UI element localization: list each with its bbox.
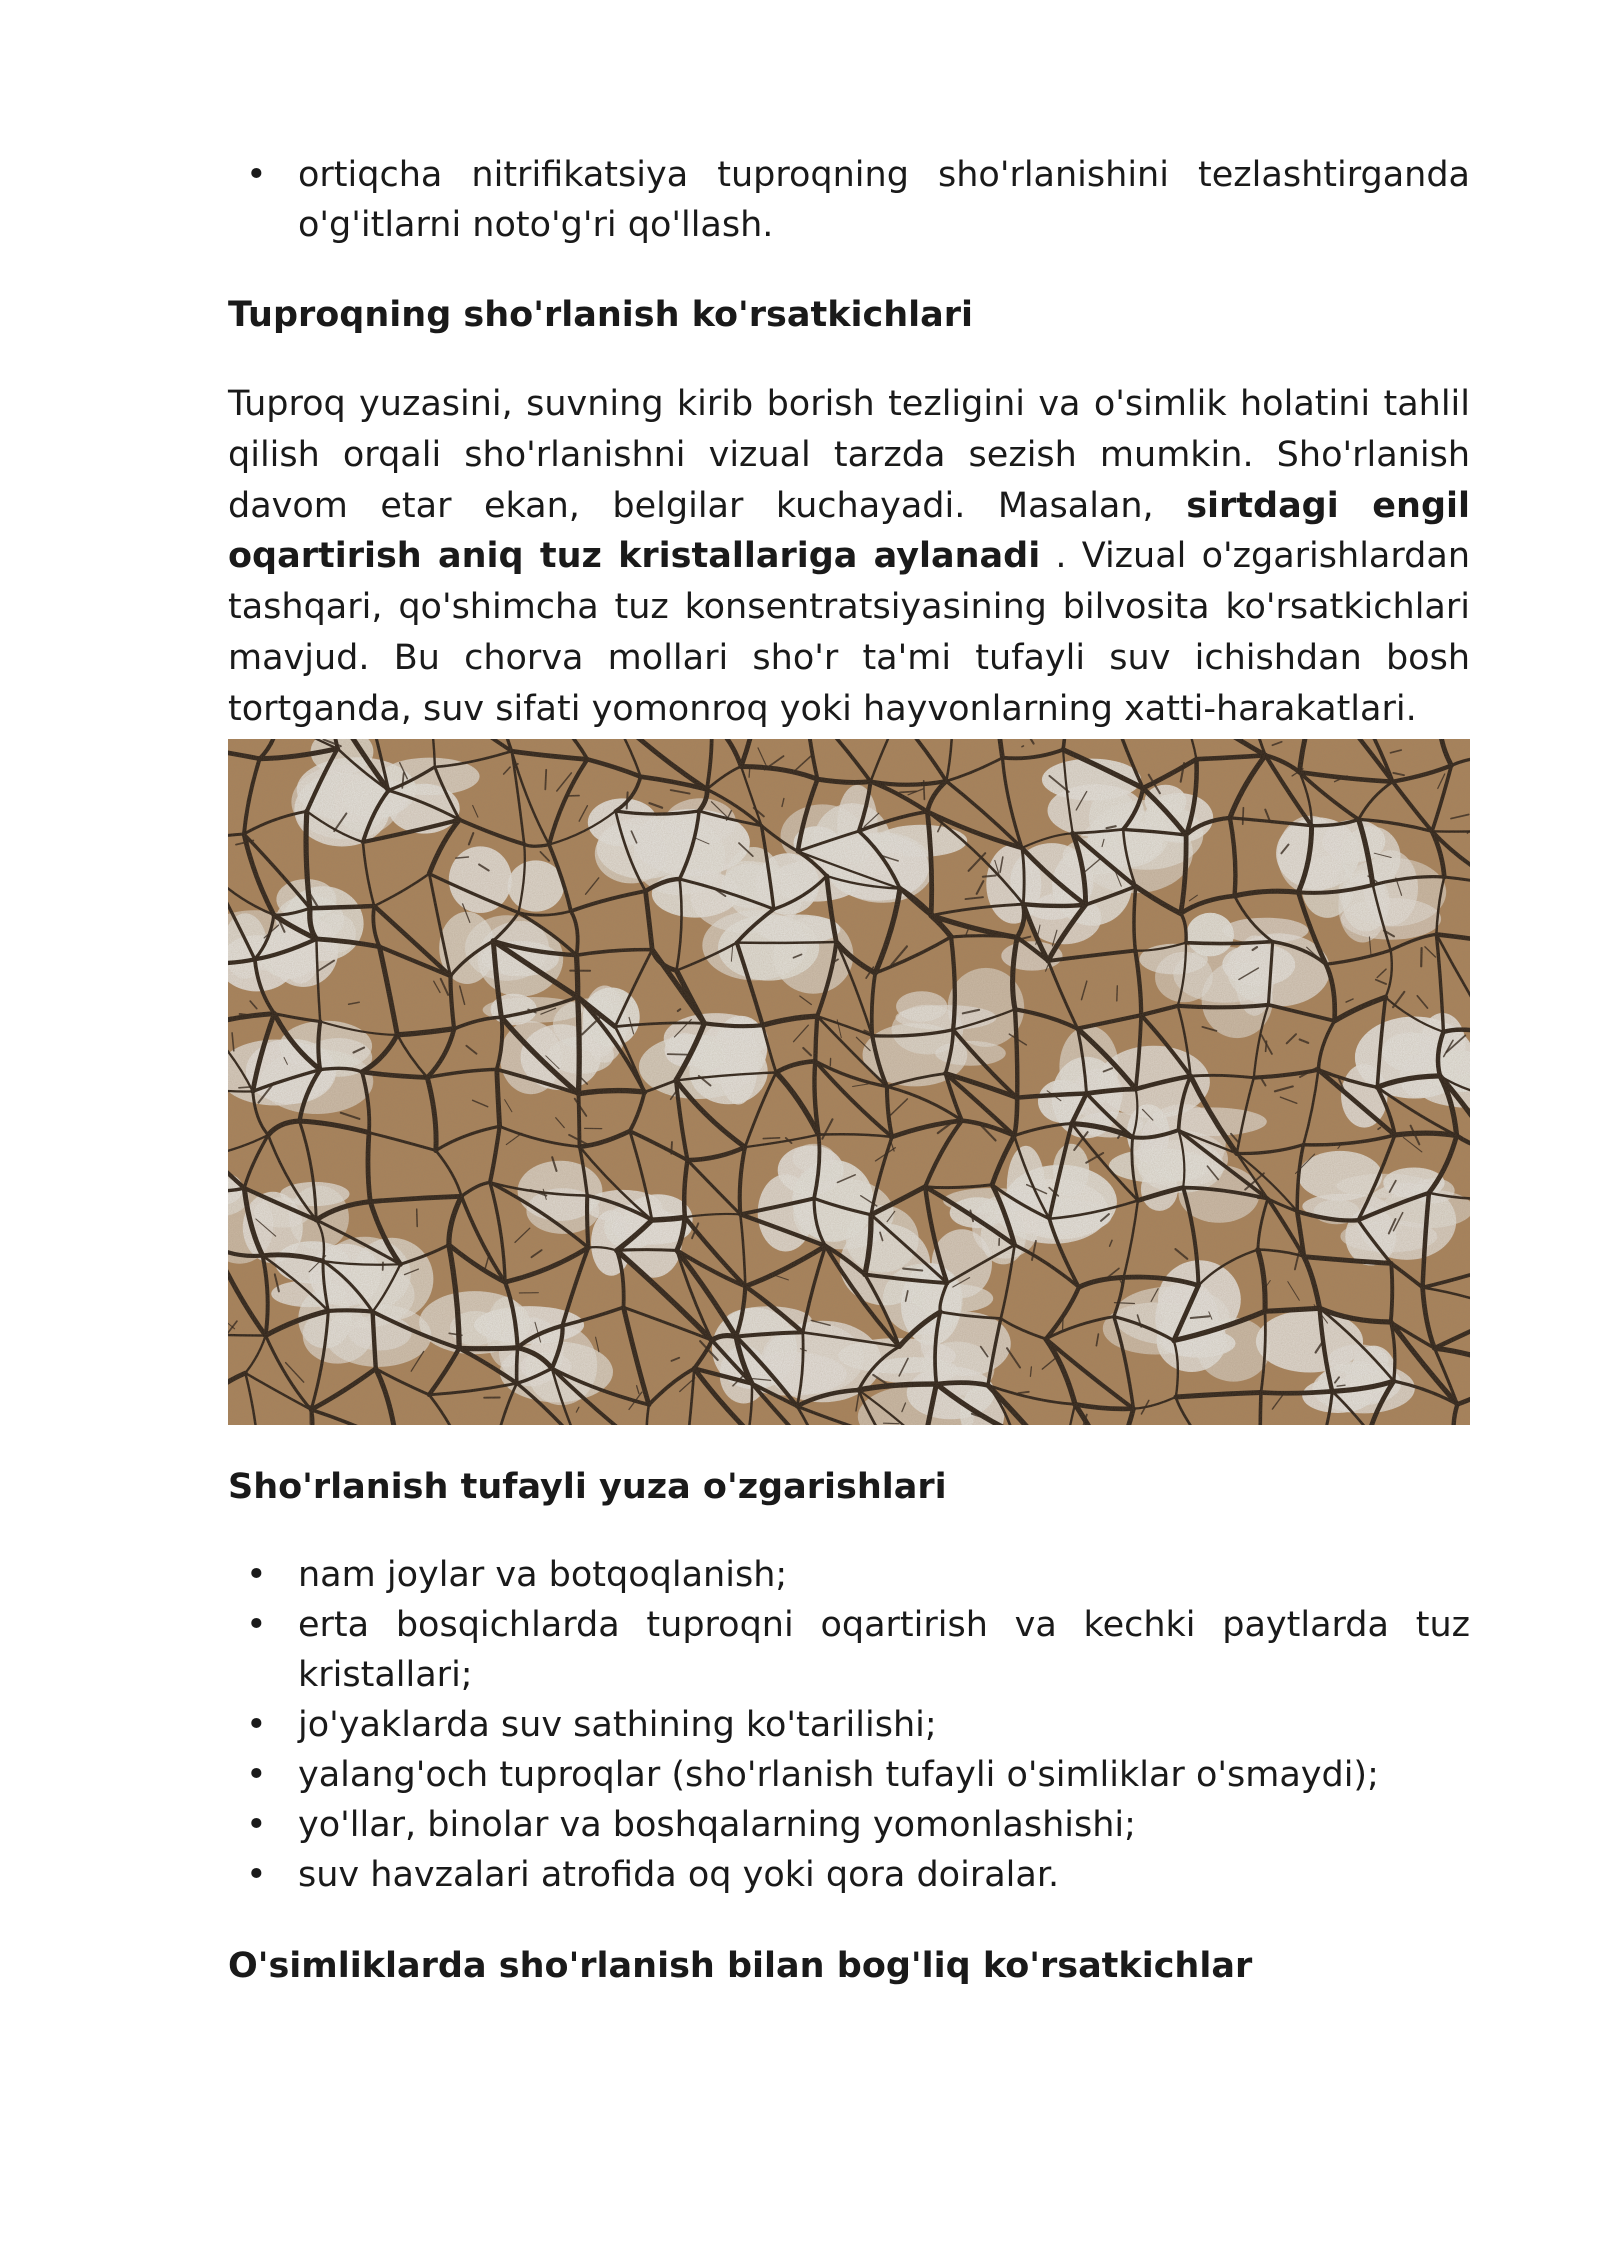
bullet-marker: • <box>246 1754 267 1795</box>
bullet-marker: • <box>246 155 267 195</box>
list-item <box>228 1550 1470 1600</box>
section-heading: Tuproqning sho'rlanish ko'rsatkichlari <box>228 295 974 335</box>
list-item-text: yalang'och tuproqlar (sho'rlanish tufayli o'simliklar o'smaydi); <box>298 1754 1379 1795</box>
list-item-text: ortiqcha nitrifikatsiya tuproqning sho'rlanishini tezlashtirganda o'g'itlarni noto'g'ri qo'llash. <box>298 155 1470 245</box>
surface-changes-list <box>228 1550 1470 1900</box>
body-paragraph <box>228 379 1470 735</box>
paragraph-text: . Vizual o'zgarishlardan tashqari, qo'shimcha tuz konsentratsiyasining bilvosita ko'rsatkichlari mavjud. Bu chorva mollari sho'r ta'mi tufayli suv ichishdan bosh tortganda, suv sifati yomonroq yoki hayvonlarning xatti-harakatlari. <box>228 536 1470 729</box>
page-content <box>228 150 1470 1991</box>
paragraph-text: Tuproq yuzasini, suvning kirib borish tezligini va o'simlik holatini tahlil qilish orqali sho'rlanishni vizual tarzda sezish mumkin. Sho'rlanish davom etar ekan, belgilar kuchayadi. Masalan, <box>228 384 1470 526</box>
list-item-text: suv havzalari atrofida oq yoki qora doiralar. <box>298 1854 1060 1895</box>
bullet-marker: • <box>246 1804 267 1845</box>
list-item <box>228 1700 1470 1750</box>
bullet-marker: • <box>246 1554 267 1595</box>
section-heading: Sho'rlanish tufayli yuza o'zgarishlari <box>228 1466 947 1507</box>
cracked-salty-soil-photo <box>228 739 1470 1425</box>
bullet-marker: • <box>246 1704 267 1745</box>
bullet-marker: • <box>246 1854 267 1895</box>
list-item <box>228 1850 1470 1900</box>
list-item-text: jo'yaklarda suv sathining ko'tarilishi; <box>298 1704 937 1745</box>
bullet-marker: • <box>246 1604 267 1645</box>
list-item-text: yo'llar, binolar va boshqalarning yomonlashishi; <box>298 1804 1136 1845</box>
list-item <box>228 1800 1470 1850</box>
section-heading: O'simliklarda sho'rlanish bilan bog'liq ko'rsatkichlar <box>228 1945 1253 1986</box>
list-item-text: erta bosqichlarda tuproqni oqartirish va kechki paytlarda tuz kristallari; <box>298 1604 1470 1695</box>
top-bullet-list <box>228 150 1470 250</box>
list-item <box>228 1750 1470 1800</box>
paragraph-bold-text: sirtdagi engil oqartirish aniq tuz kristallariga aylanadi <box>228 485 1470 577</box>
list-item <box>228 1600 1470 1700</box>
list-item-text: nam joylar va botqoqlanish; <box>298 1554 788 1595</box>
list-item <box>228 150 1470 250</box>
